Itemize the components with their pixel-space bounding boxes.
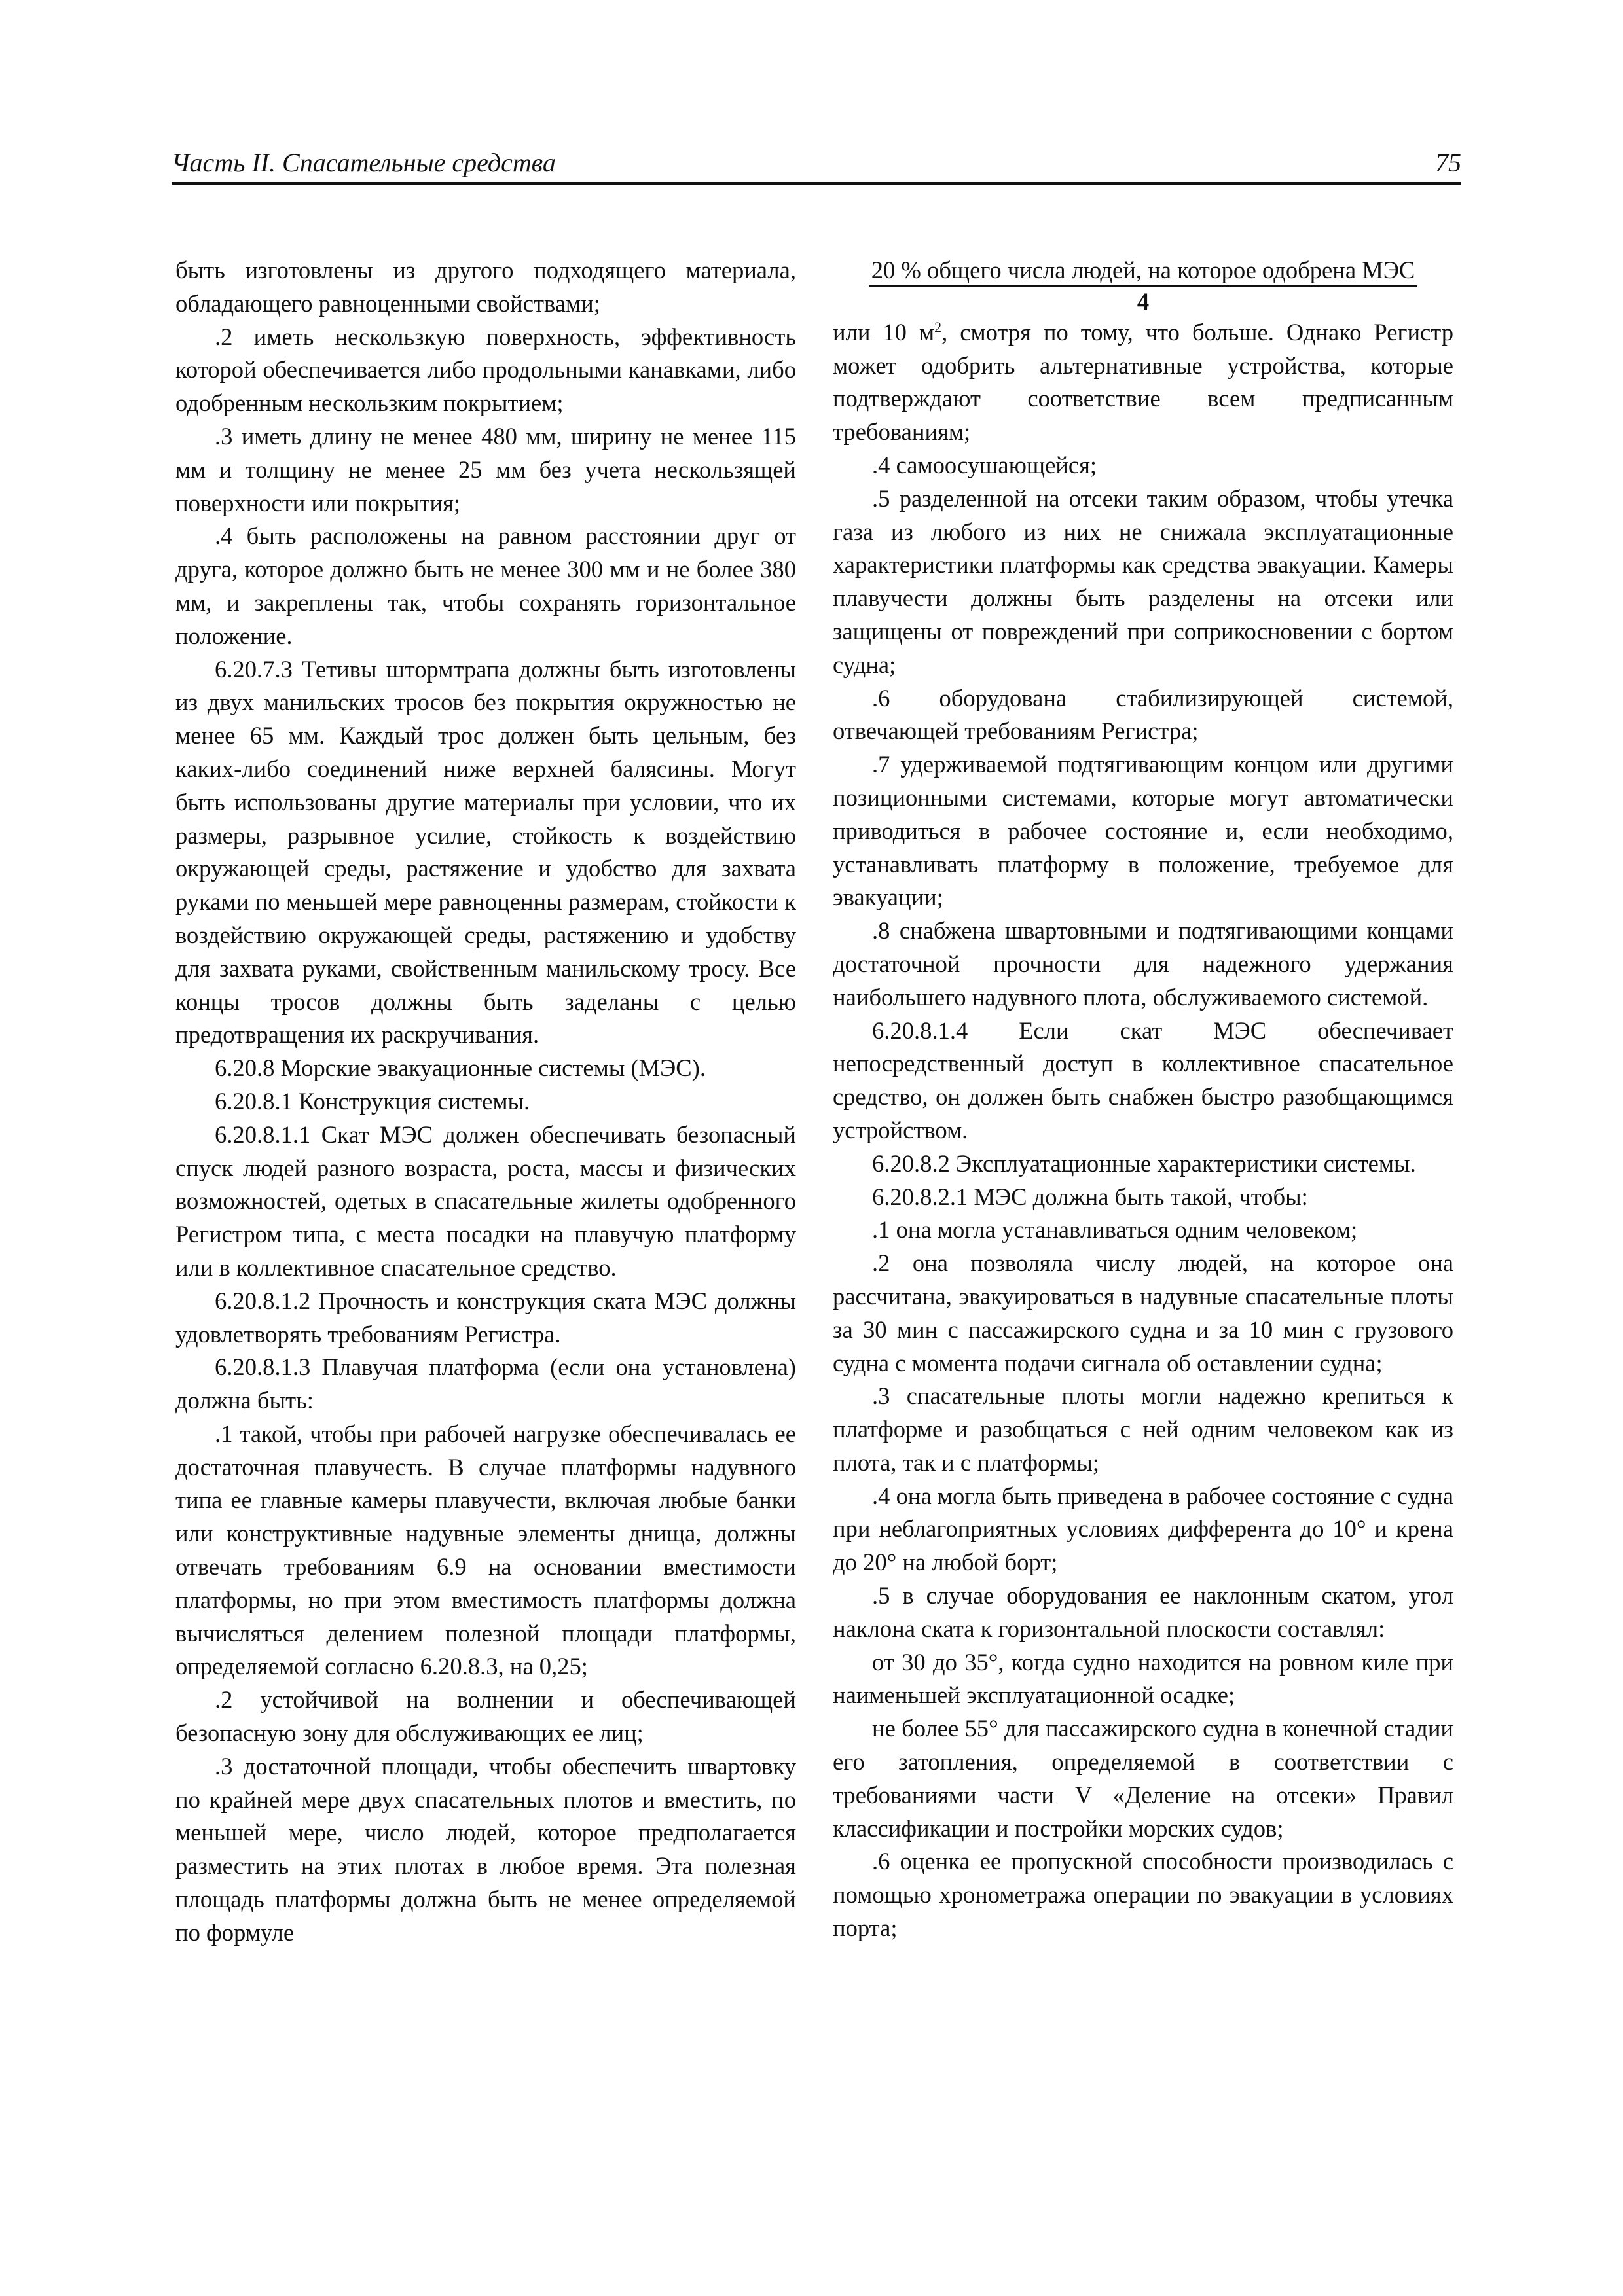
paragraph: .3 спасательные плоты могли надежно крепиться к платформе и разобщаться с ней одним человеком как из плота, так и с платформы; (833, 1382, 1453, 1476)
paragraph: 6.20.8.2.1 МЭС должна быть такой, чтобы: (872, 1183, 1308, 1210)
formula-denominator: 4 (1137, 287, 1150, 315)
formula-superscript: 2 (934, 318, 942, 335)
paragraph: 6.20.8.1.4 Если скат МЭС обеспечивает непосредственный доступ в коллективное спасательное средство, он должен быть снабжен быстро разобщающимся устройством. (833, 1016, 1453, 1143)
paragraph: .5 разделенной на отсеки таким образом, чтобы утечка газа из любого из них не снижала эксплуатационные характеристики платформы как средства эвакуации. Камеры плавучести должны быть разделены на отсеки или защищены от повреждений при соприкосновении с бортом судна; (833, 484, 1453, 678)
paragraph: .1 такой, чтобы при рабочей нагрузке обеспечивалась ее достаточная плавучесть. В случае платформы надувного типа ее главные камеры плавучести, включая любые банки или конструктивные надувные элементы днища, должны отвечать требованиям 6.9 на основании вместимости платформы, но при этом вместимость платформы должна вычисляться делением полезной площади платформы, определяемой согласно 6.20.8.3, на 0,25; (175, 1420, 796, 1680)
paragraph: .2 устойчивой на волнении и обеспечивающей безопасную зону для обслуживающих ее лиц; (175, 1686, 796, 1747)
paragraph: 6.20.8.1.2 Прочность и конструкция ската МЭС должны удовлетворять требованиям Регистра. (175, 1287, 796, 1348)
formula-continuation-rest: , смотря по тому, что больше. Однако Регистр может одобрить альтернативные устройства, которые подтверждают соответствие всем предписанным требованиям; (833, 318, 1453, 446)
paragraph: быть изготовлены из другого подходящего материала, обладающего равноценными свойствами; (175, 257, 796, 317)
paragraph: .7 удерживаемой подтягивающим концом или другими позиционными системами, которые могут автоматически приводиться в рабочее состояние и, если необходимо, устанавливать платформу в положение, требуемое для эвакуации; (833, 751, 1453, 911)
paragraph: .1 она могла устанавливаться одним человеком; (872, 1216, 1358, 1244)
area-formula (833, 254, 1453, 316)
paragraph: .6 оценка ее пропускной способности производилась с помощью хронометража операции по эвакуации в условиях порта; (833, 1848, 1453, 1942)
formula-numerator: 20 % общего числа людей, на которое одобрена МЭС (869, 256, 1418, 287)
right-column-paragraphs (833, 449, 1453, 1945)
paragraph: .4 самоосушающейся; (872, 451, 1097, 478)
paragraph: .4 она могла быть приведена в рабочее состояние с судна при неблагоприятных условиях дифферента до 10° и крена до 20° на любой борт; (833, 1482, 1453, 1576)
paragraph: не более 55° для пассажирского судна в конечной стадии его затопления, определяемой в соответствии с требованиями части V «Деление на отсеки» Правил классификации и постройки морских судов; (833, 1715, 1453, 1842)
left-column (175, 254, 796, 1950)
paragraph: 6.20.8.1.3 Плавучая платформа (если она установлена) должна быть: (175, 1354, 796, 1414)
paragraph: .2 она позволяла числу людей, на которое она рассчитана, эвакуироваться в надувные спасательные плоты за 30 мин с пассажирского судна и за 10 мин с грузового судна с момента подачи сигнала об оставлении судна; (833, 1249, 1453, 1376)
paragraph: 6.20.8.1 Конструкция системы. (215, 1087, 530, 1115)
paragraph: .3 достаточной площади, чтобы обеспечить швартовку по крайней мере двух спасательных плотов и вместить, по меньшей мере, число людей, которое предполагается разместить на этих плотах в любое время. Эта полезная площадь платформы должна быть не менее определяемой по формуле (175, 1752, 796, 1946)
paragraph: .6 оборудована стабилизирующей системой, отвечающей требованиям Регистра; (833, 684, 1453, 745)
page-number: 75 (1435, 148, 1461, 177)
paragraph: .2 иметь нескользкую поверхность, эффективность которой обеспечивается либо продольными канавками, либо одобренным нескользким покрытием; (175, 323, 796, 417)
page-header (172, 145, 1461, 185)
paragraph: .3 иметь длину не менее 480 мм, ширину не менее 115 мм и толщину не менее 25 мм без учета нескользящей поверхности или покрытия; (175, 422, 796, 516)
paragraph: 6.20.8.2 Эксплуатационные характеристики системы. (872, 1149, 1416, 1177)
paragraph: 6.20.8 Морские эвакуационные системы (МЭС). (215, 1054, 706, 1082)
paragraph: 6.20.8.1.1 Скат МЭС должен обеспечивать безопасный спуск людей разного возраста, роста, массы и физических возможностей, одетых в спасательные жилеты одобренного Регистром типа, с места посадки на плавучую платформу или в коллективное спасательное средство. (175, 1121, 796, 1281)
paragraph: 6.20.7.3 Тетивы штормтрапа должны быть изготовлены из двух манильских тросов без покрытия окружностью не менее 65 мм. Каждый трос должен быть цельным, без каких-либо соединений ниже верхней балясины. Могут быть использованы другие материалы при условии, что их размеры, разрывное усилие, стойкость к воздействию окружающей среды, растяжение и удобство для захвата руками по меньшей мере равноценны размерам, стойкости к воздействию окружающей среды, растяжению и удобству для захвата руками, свойственным манильскому тросу. Все концы тросов должны быть заделаны с целью предотвращения их раскручивания. (175, 655, 796, 1049)
paragraph: .5 в случае оборудования ее наклонным скатом, угол наклона ската к горизонтальной плоскости составлял: (833, 1582, 1453, 1642)
running-title: Часть II. Спасательные средства (172, 148, 556, 177)
paragraph: от 30 до 35°, когда судно находится на ровном киле при наименьшей эксплуатационной осадке; (833, 1648, 1453, 1709)
right-column (833, 254, 1453, 1945)
formula-continuation (833, 316, 1453, 449)
paragraph: .8 снабжена швартовными и подтягивающими концами достаточной прочности для надежного удержания наибольшего надувного плота, обслуживаемого системой. (833, 917, 1453, 1011)
formula-continuation-lead: или 10 м (833, 318, 935, 346)
paragraph: .4 быть расположены на равном расстоянии друг от друга, которое должно быть не менее 300 мм и не более 380 мм, и закреплены так, чтобы сохранять горизонтальное положение. (175, 522, 796, 649)
